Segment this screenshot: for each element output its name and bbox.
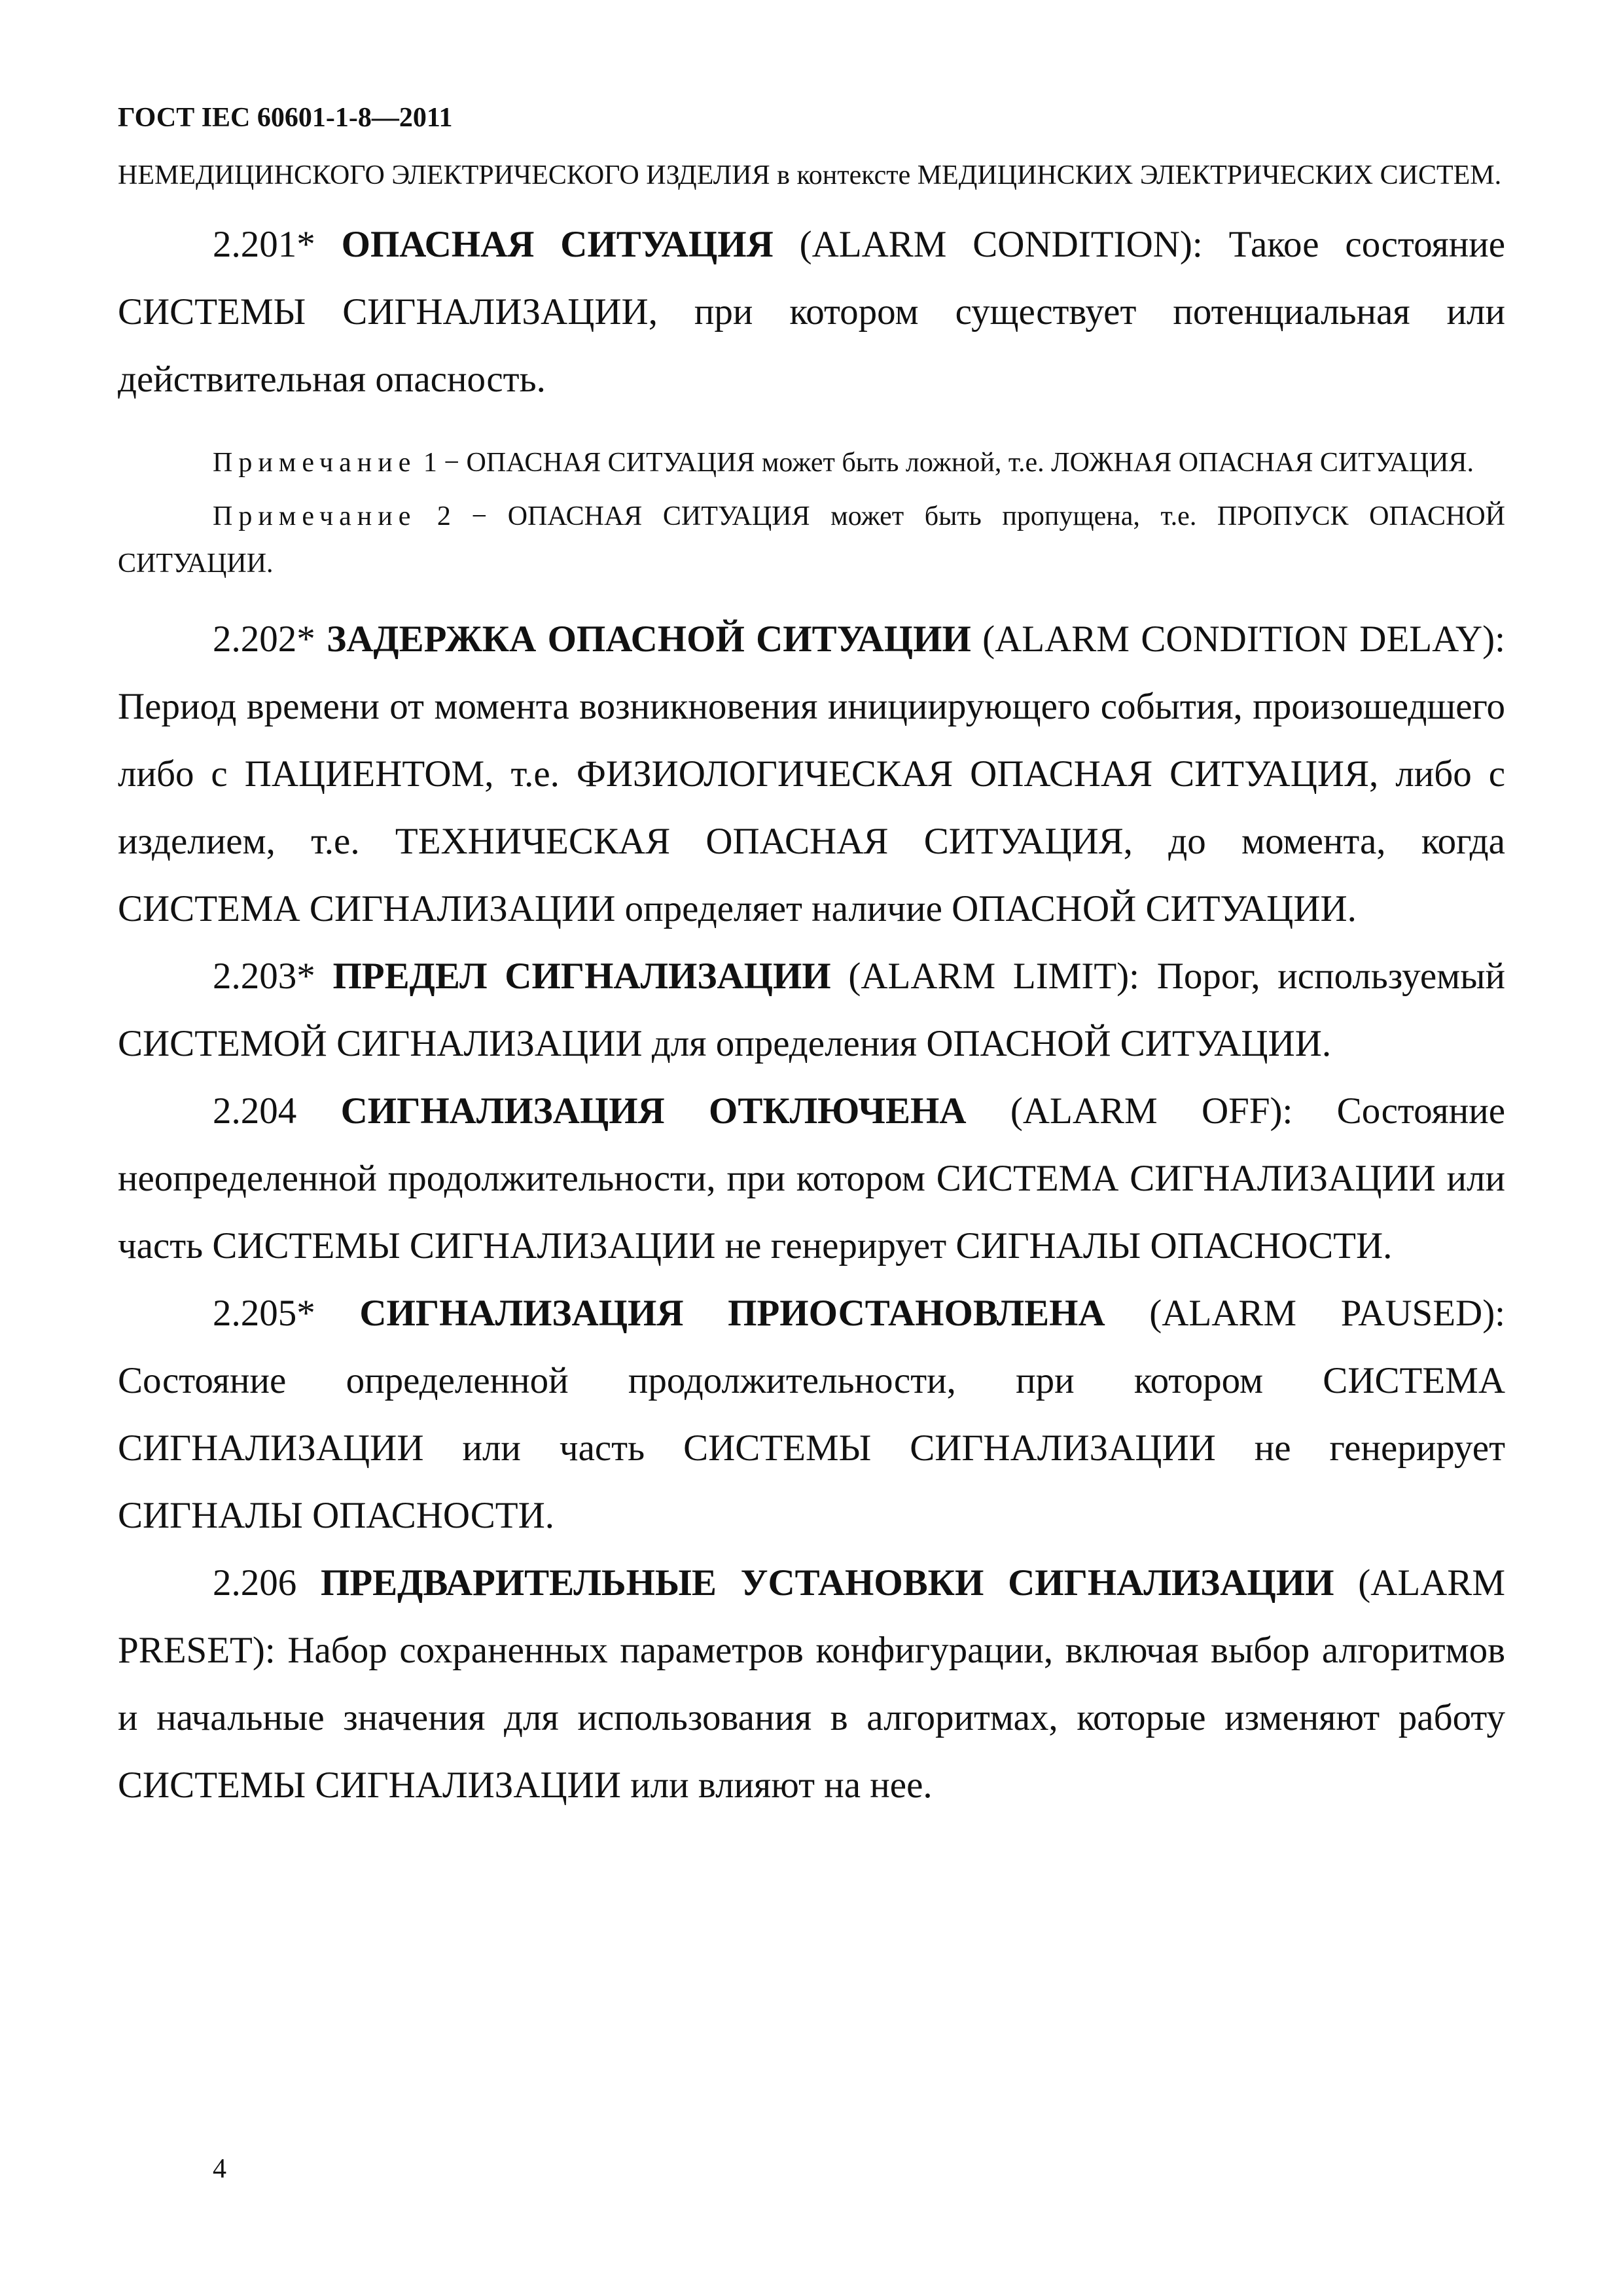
term-number: 2.204 bbox=[213, 1090, 297, 1132]
term-title: ЗАДЕРЖКА ОПАСНОЙ СИТУАЦИИ bbox=[327, 619, 971, 660]
term-definition: (ALARM CONDITION DELAY): Период времени от момента возникновения инициирующего события, произошедшего либо с ПАЦИЕНТОМ, т.е. ФИЗИОЛОГИЧЕСКАЯ ОПАСНАЯ СИТУАЦИЯ, либо с изделием, т.е. ТЕХНИЧЕСКАЯ ОПАСНАЯ СИТУАЦИЯ, до момента, когда СИСТЕМА СИГНАЛИЗАЦИИ определяет наличие ОПАСНОЙ СИТУАЦИИ. bbox=[118, 619, 1506, 929]
term-definition: (ALARM LIMIT): Порог, используемый СИСТЕМОЙ СИГНАЛИЗАЦИИ для определения ОПАСНОЙ СИТУАЦИИ. bbox=[118, 956, 1506, 1064]
term-definition: (ALARM CONDITION): Такое состояние СИСТЕМЫ СИГНАЛИЗАЦИИ, при котором существует потенциальная или действительная опасность. bbox=[118, 224, 1506, 400]
term-title: ПРЕДВАРИТЕЛЬНЫЕ УСТАНОВКИ СИГНАЛИЗАЦИИ bbox=[321, 1562, 1334, 1604]
term-2-205 bbox=[118, 1280, 1505, 1549]
term-title: ПРЕДЕЛ СИГНАЛИЗАЦИИ bbox=[332, 956, 831, 997]
term-2-201 bbox=[118, 211, 1505, 413]
note-1 bbox=[118, 439, 1505, 486]
document-page bbox=[118, 98, 1505, 1819]
term-title: СИГНАЛИЗАЦИЯ ПРИОСТАНОВЛЕНА bbox=[359, 1293, 1105, 1334]
term-2-204 bbox=[118, 1077, 1505, 1280]
page-number: 4 bbox=[213, 2154, 226, 2184]
term-2-202 bbox=[118, 605, 1505, 942]
term-2-206 bbox=[118, 1549, 1505, 1819]
note-label: Примечание bbox=[213, 501, 417, 531]
note-number: 2 bbox=[437, 501, 451, 531]
term-definition: (ALARM PRESET): Набор сохраненных параметров конфигурации, включая выбор алгоритмов и начальные значения для использования в алгоритмах, которые изменяют работу СИСТЕМЫ СИГНАЛИЗАЦИИ или влияют на нее. bbox=[118, 1562, 1506, 1806]
term-2-203 bbox=[118, 942, 1505, 1077]
term-title: СИГНАЛИЗАЦИЯ ОТКЛЮЧЕНА bbox=[340, 1090, 967, 1132]
term-number: 2.203* bbox=[213, 956, 315, 997]
term-title: ОПАСНАЯ СИТУАЦИЯ bbox=[341, 224, 774, 265]
term-number: 2.205* bbox=[213, 1293, 315, 1334]
note-text: − ОПАСНАЯ СИТУАЦИЯ может быть пропущена, т.е. ПРОПУСК ОПАСНОЙ СИТУАЦИИ. bbox=[118, 501, 1505, 579]
note-text: − ОПАСНАЯ СИТУАЦИЯ может быть ложной, т.е. ЛОЖНАЯ ОПАСНАЯ СИТУАЦИЯ. bbox=[444, 448, 1474, 478]
term-definition: (ALARM PAUSED): Состояние определенной продолжительности, при котором СИСТЕМА СИГНАЛИЗАЦИИ или часть СИСТЕМЫ СИГНАЛИЗАЦИИ не генерирует СИГНАЛЫ ОПАСНОСТИ. bbox=[118, 1293, 1506, 1536]
term-definition: (ALARM OFF): Состояние неопределенной продолжительности, при котором СИСТЕМА СИГНАЛИЗАЦИИ или часть СИСТЕМЫ СИГНАЛИЗАЦИИ не генерирует СИГНАЛЫ ОПАСНОСТИ. bbox=[118, 1090, 1506, 1266]
note-label: Примечание bbox=[213, 448, 417, 478]
term-number: 2.202* bbox=[213, 619, 315, 660]
document-header: ГОСТ IEC 60601-1-8—2011 bbox=[118, 103, 453, 133]
continuation-text: НЕМЕДИЦИНСКОГО ЭЛЕКТРИЧЕСКОГО ИЗДЕЛИЯ в контексте МЕДИЦИНСКИХ ЭЛЕКТРИЧЕСКИХ СИСТЕМ. bbox=[118, 160, 1502, 190]
term-number: 2.201* bbox=[213, 224, 315, 265]
note-2 bbox=[118, 493, 1505, 587]
term-number: 2.206 bbox=[213, 1562, 297, 1604]
note-number: 1 bbox=[423, 448, 437, 478]
